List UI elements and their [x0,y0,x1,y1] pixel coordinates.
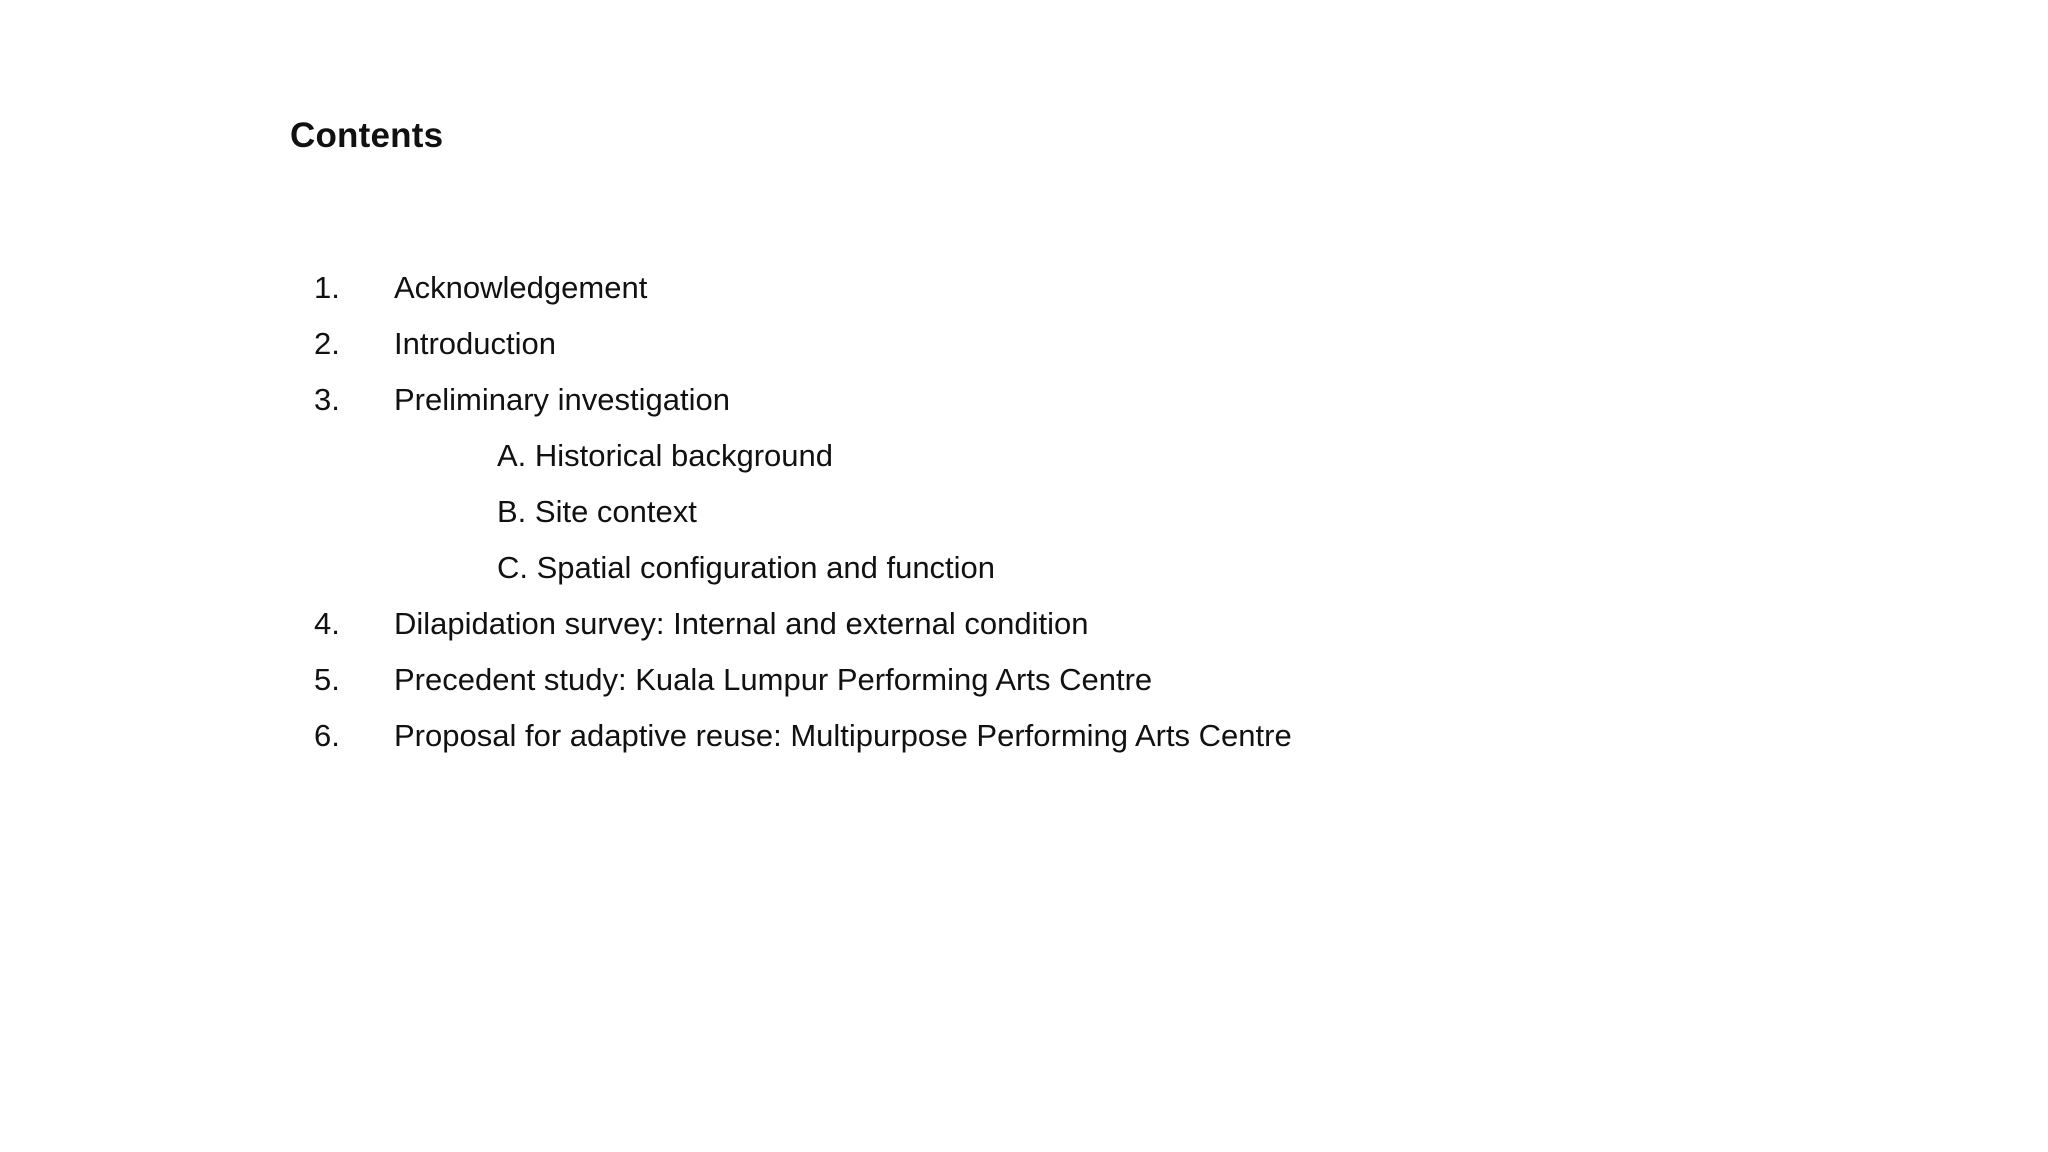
toc-item-number: 1. [314,270,340,305]
toc-item-number: 4. [314,606,340,641]
toc-subitem-label: A. Historical background [497,438,833,473]
toc-item-label: Dilapidation survey: Internal and external condition [394,606,1089,641]
toc-item-number: 3. [314,382,340,417]
toc-item-number: 2. [314,326,340,361]
toc-item-label: Acknowledgement [394,270,648,305]
page-title: Contents [290,116,444,155]
toc-item-number: 6. [314,718,340,753]
toc-item-label: Precedent study: Kuala Lumpur Performing Arts Centre [394,662,1153,697]
toc-item-number: 5. [314,662,340,697]
toc-subitem-label: C. Spatial configuration and function [497,550,996,585]
toc-subitem-label: B. Site context [497,494,697,529]
toc-item-label: Introduction [394,326,556,361]
toc-item-label: Proposal for adaptive reuse: Multipurpose Performing Arts Centre [394,718,1292,753]
toc-item-label: Preliminary investigation [394,382,730,417]
